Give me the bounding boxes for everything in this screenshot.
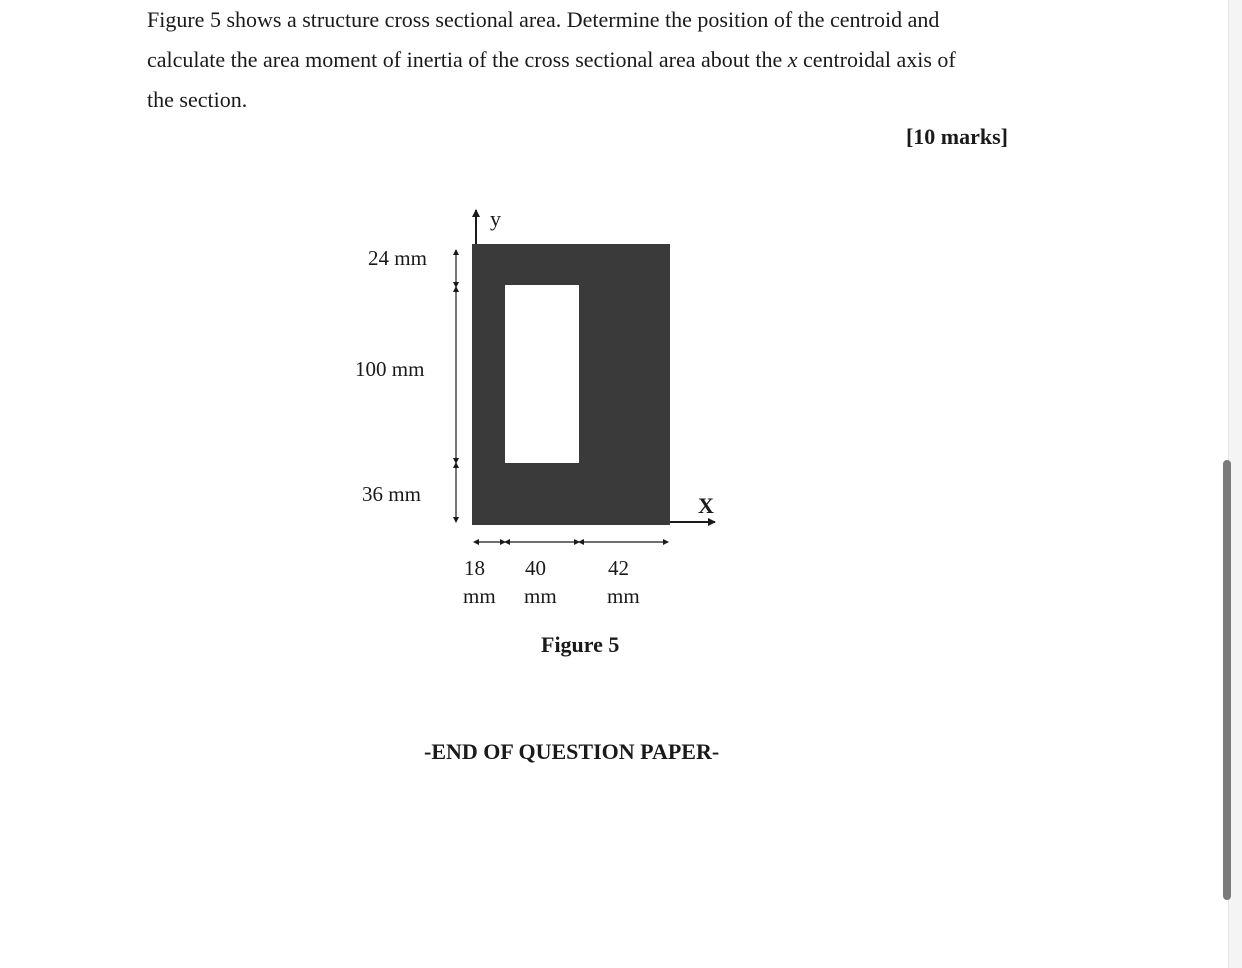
dim-label-36mm: 36 mm: [362, 482, 421, 506]
marks-label: [10 marks]: [905, 124, 1008, 149]
dim-unit-18: mm: [463, 584, 496, 608]
dim-label-24mm: 24 mm: [368, 246, 427, 270]
dim-label-100mm: 100 mm: [355, 357, 425, 381]
question-line-1: Figure 5 shows a structure cross sectional area. Determine the position of the centroid and: [147, 7, 940, 32]
question-line-3: the section.: [147, 87, 248, 112]
end-of-paper-text: -END OF QUESTION PAPER-: [424, 739, 720, 764]
question-line-2-end: centroidal axis of: [797, 47, 956, 72]
y-axis-label: y: [490, 206, 501, 231]
dim-unit-42: mm: [607, 584, 640, 608]
figure-caption: Figure 5: [541, 632, 620, 657]
dim-value-42: 42: [608, 556, 629, 580]
scrollbar-thumb[interactable]: [1223, 460, 1231, 900]
dim-unit-40: mm: [524, 584, 557, 608]
dim-value-18: 18: [464, 556, 485, 580]
section-hole: [505, 285, 579, 463]
x-variable: x: [787, 47, 798, 72]
dim-value-40: 40: [525, 556, 546, 580]
question-line-2-start: calculate the area moment of inertia of the cross sectional area about the: [147, 47, 788, 72]
x-axis-label: X: [698, 493, 714, 518]
